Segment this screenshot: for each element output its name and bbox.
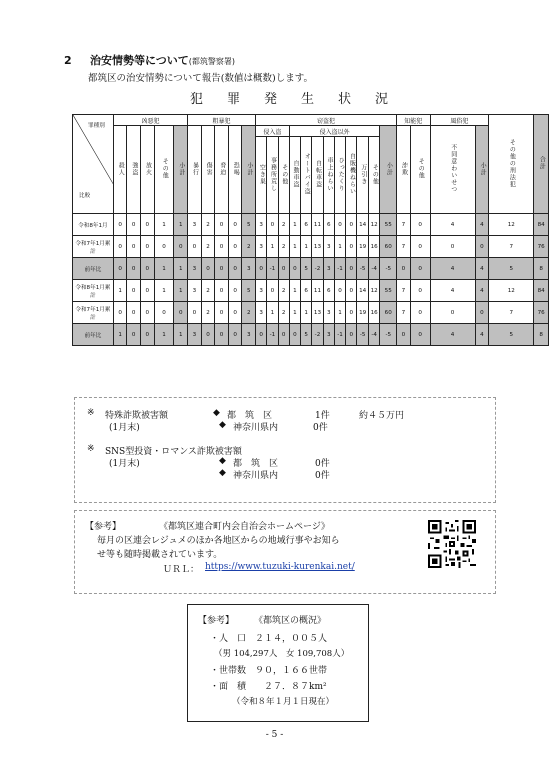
table-cell: 4	[430, 324, 475, 346]
table-cell: 5	[489, 324, 534, 346]
table-cell: 19	[357, 302, 369, 324]
table-cell: 0	[127, 280, 141, 302]
col-vending: 自販機ねらい	[346, 137, 357, 214]
notice1-count: 1件	[315, 411, 330, 421]
table-cell: 1	[289, 236, 300, 258]
table-cell: 5	[300, 324, 311, 346]
group-moral: 風俗犯	[430, 115, 489, 126]
col-car-theft: 自動車盗	[289, 137, 300, 214]
group-intellectual: 知能犯	[397, 115, 430, 126]
col-theft-subtotal: 小計	[380, 126, 397, 214]
table-cell: 0	[228, 324, 242, 346]
table-cell: 5	[489, 258, 534, 280]
table-cell: 3	[323, 258, 334, 280]
table-cell: 2	[278, 214, 289, 236]
notice1-place: 都 筑 区	[227, 411, 273, 421]
table-corner	[73, 115, 114, 214]
table-cell: 0	[174, 302, 188, 324]
ref2-title: 《都筑区の概況》	[254, 616, 327, 626]
table-cell: 0	[410, 302, 430, 324]
table-cell: 4	[475, 258, 489, 280]
table-cell: 3	[323, 302, 334, 324]
ref1-tag: 【参考】	[85, 522, 122, 532]
table-cell: -1	[267, 258, 278, 280]
section-number: 2	[64, 54, 72, 67]
col-violent-subtotal: 小計	[174, 126, 188, 214]
group-violent: 凶悪犯	[113, 115, 187, 126]
table-cell: 0	[113, 236, 127, 258]
table-cell: 0	[278, 258, 289, 280]
table-cell: -5	[380, 258, 397, 280]
table-cell: 1	[113, 324, 127, 346]
table-cell: 3	[188, 280, 202, 302]
table-cell: 3	[242, 258, 256, 280]
table-cell: 3	[188, 324, 202, 346]
table-cell: 84	[534, 280, 549, 302]
table-cell: 0	[201, 324, 215, 346]
notice1-place2: 神奈川県内	[233, 423, 279, 433]
table-cell: 16	[368, 302, 380, 324]
ref1-body2: せ等も随時掲載されています。	[97, 550, 223, 560]
table-cell: 6	[300, 280, 311, 302]
table-cell: 1	[174, 258, 188, 280]
table-cell: 2	[242, 236, 256, 258]
table-cell: 2	[201, 236, 215, 258]
col-break-other: その他	[278, 137, 289, 214]
table-cell: 8	[534, 258, 549, 280]
table-cell: 84	[534, 214, 549, 236]
table-cell: 12	[489, 214, 534, 236]
notice2-count: 0件	[315, 459, 330, 469]
table-cell: 0	[215, 324, 229, 346]
table-cell: 1	[154, 258, 174, 280]
table-cell: 0	[334, 280, 345, 302]
table-cell: 0	[346, 302, 357, 324]
table-cell: 0	[127, 324, 141, 346]
col-injury: 傷害	[201, 126, 215, 214]
table-cell: 4	[475, 214, 489, 236]
col-car-parts: 車上ねらい	[323, 137, 334, 214]
table-cell: 0	[201, 258, 215, 280]
diamond-icon: ◆	[219, 456, 226, 466]
row-label: 令和7年1月累計	[73, 302, 114, 324]
table-cell: 0	[141, 280, 155, 302]
table-cell: 0	[188, 302, 202, 324]
notice2-label: SNS型投資・ロマンス詐欺被害額	[105, 447, 242, 457]
table-cell: 1	[174, 280, 188, 302]
table-cell: 1	[267, 236, 278, 258]
table-cell: 55	[380, 280, 397, 302]
table-cell: 1	[334, 302, 345, 324]
col-intimidation: 脅迫	[215, 126, 229, 214]
table-cell: 1	[334, 236, 345, 258]
table-cell: 0	[256, 258, 267, 280]
table-cell: 13	[312, 236, 324, 258]
diamond-icon: ◆	[219, 420, 226, 430]
col-office-break: 事務所荒し	[267, 137, 278, 214]
table-cell: 0	[127, 236, 141, 258]
table-row	[73, 236, 549, 258]
table-cell: 2	[278, 236, 289, 258]
table-cell: 2	[201, 280, 215, 302]
table-cell: -1	[334, 324, 345, 346]
table-cell: 6	[300, 214, 311, 236]
group-rough: 粗暴犯	[188, 115, 256, 126]
table-cell: 1	[300, 236, 311, 258]
table-cell: 0	[289, 324, 300, 346]
table-cell: 4	[475, 324, 489, 346]
table-row	[73, 302, 549, 324]
col-moto-theft: オートバイ盗	[300, 137, 311, 214]
table-cell: 14	[357, 280, 369, 302]
notice2-place2: 神奈川県内	[233, 471, 279, 481]
table-cell: 76	[534, 302, 549, 324]
table-cell: 4	[430, 280, 475, 302]
table-cell: -1	[267, 324, 278, 346]
col-rough-subtotal: 小計	[242, 126, 256, 214]
table-cell: 1	[289, 302, 300, 324]
table-cell: 0	[289, 258, 300, 280]
table-cell: 0	[127, 258, 141, 280]
section-title-text: 治安情勢等について	[90, 54, 189, 67]
table-cell: 55	[380, 214, 397, 236]
col-other-crime: その他の刑法犯	[489, 115, 534, 214]
table-cell: 4	[430, 214, 475, 236]
ref1-title: 《都筑区連合町内会自治会ホームページ》	[159, 522, 330, 532]
table-cell: 0	[346, 324, 357, 346]
col-shoplift: 万引き	[357, 137, 369, 214]
table-row	[73, 324, 549, 346]
col-total: 合計	[534, 115, 549, 214]
table-cell: 6	[323, 280, 334, 302]
table-cell: -4	[368, 258, 380, 280]
table-cell: 13	[312, 302, 324, 324]
table-cell: 0	[113, 302, 127, 324]
section-org: (都筑警察署)	[188, 57, 236, 66]
corner-crime-type: 罪種別	[88, 123, 105, 129]
table-cell: 76	[534, 236, 549, 258]
table-cell: 0	[127, 302, 141, 324]
table-cell: 12	[368, 280, 380, 302]
table-cell: 8	[534, 324, 549, 346]
row-label: 前年比	[73, 324, 114, 346]
table-cell: 60	[380, 302, 397, 324]
corner-comparison: 比較	[79, 193, 91, 199]
notice1-label: 特殊詐欺被害額	[105, 411, 169, 421]
diamond-icon: ◆	[219, 468, 226, 478]
table-cell: 3	[188, 258, 202, 280]
table-cell: 5	[300, 258, 311, 280]
ref1-url-label: ＵＲＬ：	[163, 565, 200, 575]
ref2-population: ・人 口 ２１４，００５人	[210, 634, 328, 644]
table-cell: 3	[256, 280, 267, 302]
table-cell: 2	[278, 280, 289, 302]
table-cell: 0	[141, 214, 155, 236]
table-cell: 0	[410, 236, 430, 258]
subgroup-break-in: 侵入盗	[256, 126, 290, 137]
table-cell: 4	[430, 258, 475, 280]
reference-overview-box	[187, 604, 369, 722]
table-cell: 0	[278, 324, 289, 346]
table-cell: 1	[154, 280, 174, 302]
notice2-period: (1月末)	[109, 459, 140, 469]
table-cell: 2	[201, 214, 215, 236]
table-cell: 3	[256, 214, 267, 236]
table-cell: -2	[312, 324, 324, 346]
diamond-icon: ◆	[213, 408, 220, 418]
col-snatch: ひったくり	[334, 137, 345, 214]
table-cell: 0	[430, 236, 475, 258]
col-murder: 殺人	[113, 126, 127, 214]
ref1-url-link[interactable]: https://www.tuzuki-kurenkai.net/	[205, 562, 355, 572]
table-cell: 1	[267, 302, 278, 324]
table-cell: 0	[215, 280, 229, 302]
table-row	[73, 280, 549, 302]
table-cell: -2	[312, 258, 324, 280]
table-cell: 1	[174, 214, 188, 236]
table-cell: 3	[256, 236, 267, 258]
table-cell: 7	[397, 214, 411, 236]
table-cell: 0	[228, 236, 242, 258]
table-cell: 0	[346, 280, 357, 302]
table-cell: 0	[154, 302, 174, 324]
table-cell: 0	[346, 214, 357, 236]
table-cell: 1	[174, 324, 188, 346]
table-cell: 7	[397, 302, 411, 324]
col-intel-other: その他	[410, 126, 430, 214]
table-cell: 0	[410, 280, 430, 302]
table-cell: 0	[267, 280, 278, 302]
table-cell: 7	[397, 280, 411, 302]
col-burglary: 空き巣	[256, 137, 267, 214]
table-cell: 3	[323, 324, 334, 346]
notice1-count2: 0件	[313, 423, 328, 433]
table-cell: -5	[357, 324, 369, 346]
table-cell: 2	[201, 302, 215, 324]
qr-code-icon[interactable]	[428, 520, 476, 568]
table-cell: 0	[397, 258, 411, 280]
group-theft: 窃盗犯	[256, 115, 397, 126]
table-cell: 16	[368, 236, 380, 258]
subgroup-non-break-in: 侵入盗以外	[289, 126, 380, 137]
table-cell: 0	[346, 236, 357, 258]
table-cell: 60	[380, 236, 397, 258]
table-cell: 1	[154, 214, 174, 236]
table-cell: 0	[141, 258, 155, 280]
table-cell: 0	[141, 302, 155, 324]
table-cell: -1	[334, 258, 345, 280]
col-theft-other: その他	[368, 137, 380, 214]
table-title: 犯罪発生状況	[190, 92, 413, 107]
table-cell: 0	[141, 324, 155, 346]
ref2-area: ・面 積 ２７．８７km²	[210, 682, 327, 692]
col-robbery: 強盗	[127, 126, 141, 214]
col-moral-subtotal: 小計	[475, 126, 489, 214]
table-cell: 0	[215, 258, 229, 280]
table-cell: 11	[312, 280, 324, 302]
table-cell: 1	[300, 302, 311, 324]
table-cell: 3	[188, 214, 202, 236]
table-cell: 7	[397, 236, 411, 258]
table-cell: 7	[489, 302, 534, 324]
table-cell: 0	[113, 258, 127, 280]
ref2-households: ・世帯数 ９０，１６６世帯	[210, 666, 328, 676]
table-cell: 0	[475, 236, 489, 258]
row-label: 令和8年1月累計	[73, 280, 114, 302]
table-cell: 5	[242, 280, 256, 302]
table-cell: 0	[113, 214, 127, 236]
row-label: 前年比	[73, 258, 114, 280]
col-indecent: 不同意わいせつ	[430, 126, 475, 214]
table-cell: 0	[256, 324, 267, 346]
table-cell: 3	[256, 302, 267, 324]
notice2-mark: ※	[87, 444, 95, 454]
table-cell: 0	[475, 302, 489, 324]
table-cell: 0	[228, 302, 242, 324]
table-cell: 2	[242, 302, 256, 324]
table-cell: 3	[242, 324, 256, 346]
table-cell: 0	[430, 302, 475, 324]
table-cell: 0	[410, 324, 430, 346]
table-cell: 4	[475, 280, 489, 302]
table-cell: 19	[357, 236, 369, 258]
notice2-count2: 0件	[315, 471, 330, 481]
row-label: 令和7年1月累計	[73, 236, 114, 258]
notice2-place: 都 筑 区	[233, 459, 279, 469]
table-row	[73, 258, 549, 280]
table-cell: 0	[215, 302, 229, 324]
crime-statistics-table	[72, 114, 549, 346]
notice1-amount: 約４５万円	[359, 411, 405, 421]
row-label: 令和8年1月	[73, 214, 114, 236]
table-row	[73, 214, 549, 236]
table-cell: 0	[141, 236, 155, 258]
table-cell: 0	[127, 214, 141, 236]
table-cell: 12	[489, 280, 534, 302]
col-violent-other: その他	[154, 126, 174, 214]
table-cell: 1	[289, 280, 300, 302]
section-title	[64, 52, 235, 68]
table-cell: 6	[323, 214, 334, 236]
table-cell: 12	[368, 214, 380, 236]
table-cell: 1	[154, 324, 174, 346]
ref1-body1: 毎月の区連会レジュメのほか各地区からの地域行事やお知ら	[97, 536, 340, 546]
table-cell: 0	[346, 258, 357, 280]
table-cell: 0	[154, 236, 174, 258]
col-bike-theft: 自転車盗	[312, 137, 324, 214]
table-cell: 0	[397, 324, 411, 346]
table-cell: 5	[242, 214, 256, 236]
notice1-mark: ※	[87, 408, 95, 418]
table-cell: 0	[267, 214, 278, 236]
table-cell: 0	[228, 258, 242, 280]
fraud-notice-box	[74, 397, 496, 503]
table-cell: 1	[289, 214, 300, 236]
col-extortion: 恐喝	[228, 126, 242, 214]
ref2-asof: （令和８年１月１日現在）	[232, 697, 335, 707]
table-cell: 0	[410, 258, 430, 280]
table-cell: 14	[357, 214, 369, 236]
table-cell: 3	[323, 236, 334, 258]
section-intro: 都筑区の治安情勢について報告(数値は概数)します。	[88, 73, 313, 84]
table-cell: 0	[215, 214, 229, 236]
table-cell: 0	[228, 214, 242, 236]
col-fraud: 詐欺	[397, 126, 411, 214]
table-cell: -5	[357, 258, 369, 280]
notice1-period: (1月末)	[109, 423, 140, 433]
table-cell: -5	[380, 324, 397, 346]
ref2-gender: （男 104,297人 女 109,708人）	[214, 649, 350, 659]
table-cell: 0	[334, 214, 345, 236]
table-cell: 0	[188, 236, 202, 258]
table-cell: 0	[410, 214, 430, 236]
table-cell: -4	[368, 324, 380, 346]
table-cell: 0	[215, 236, 229, 258]
table-cell: 0	[228, 280, 242, 302]
table-cell: 2	[278, 302, 289, 324]
table-cell: 0	[174, 236, 188, 258]
table-cell: 1	[113, 280, 127, 302]
page-number: - 5 -	[265, 730, 284, 740]
ref2-tag: 【参考】	[198, 616, 235, 626]
table-cell: 7	[489, 236, 534, 258]
table-cell: 11	[312, 214, 324, 236]
col-arson: 放火	[141, 126, 155, 214]
col-assault: 暴行	[188, 126, 202, 214]
